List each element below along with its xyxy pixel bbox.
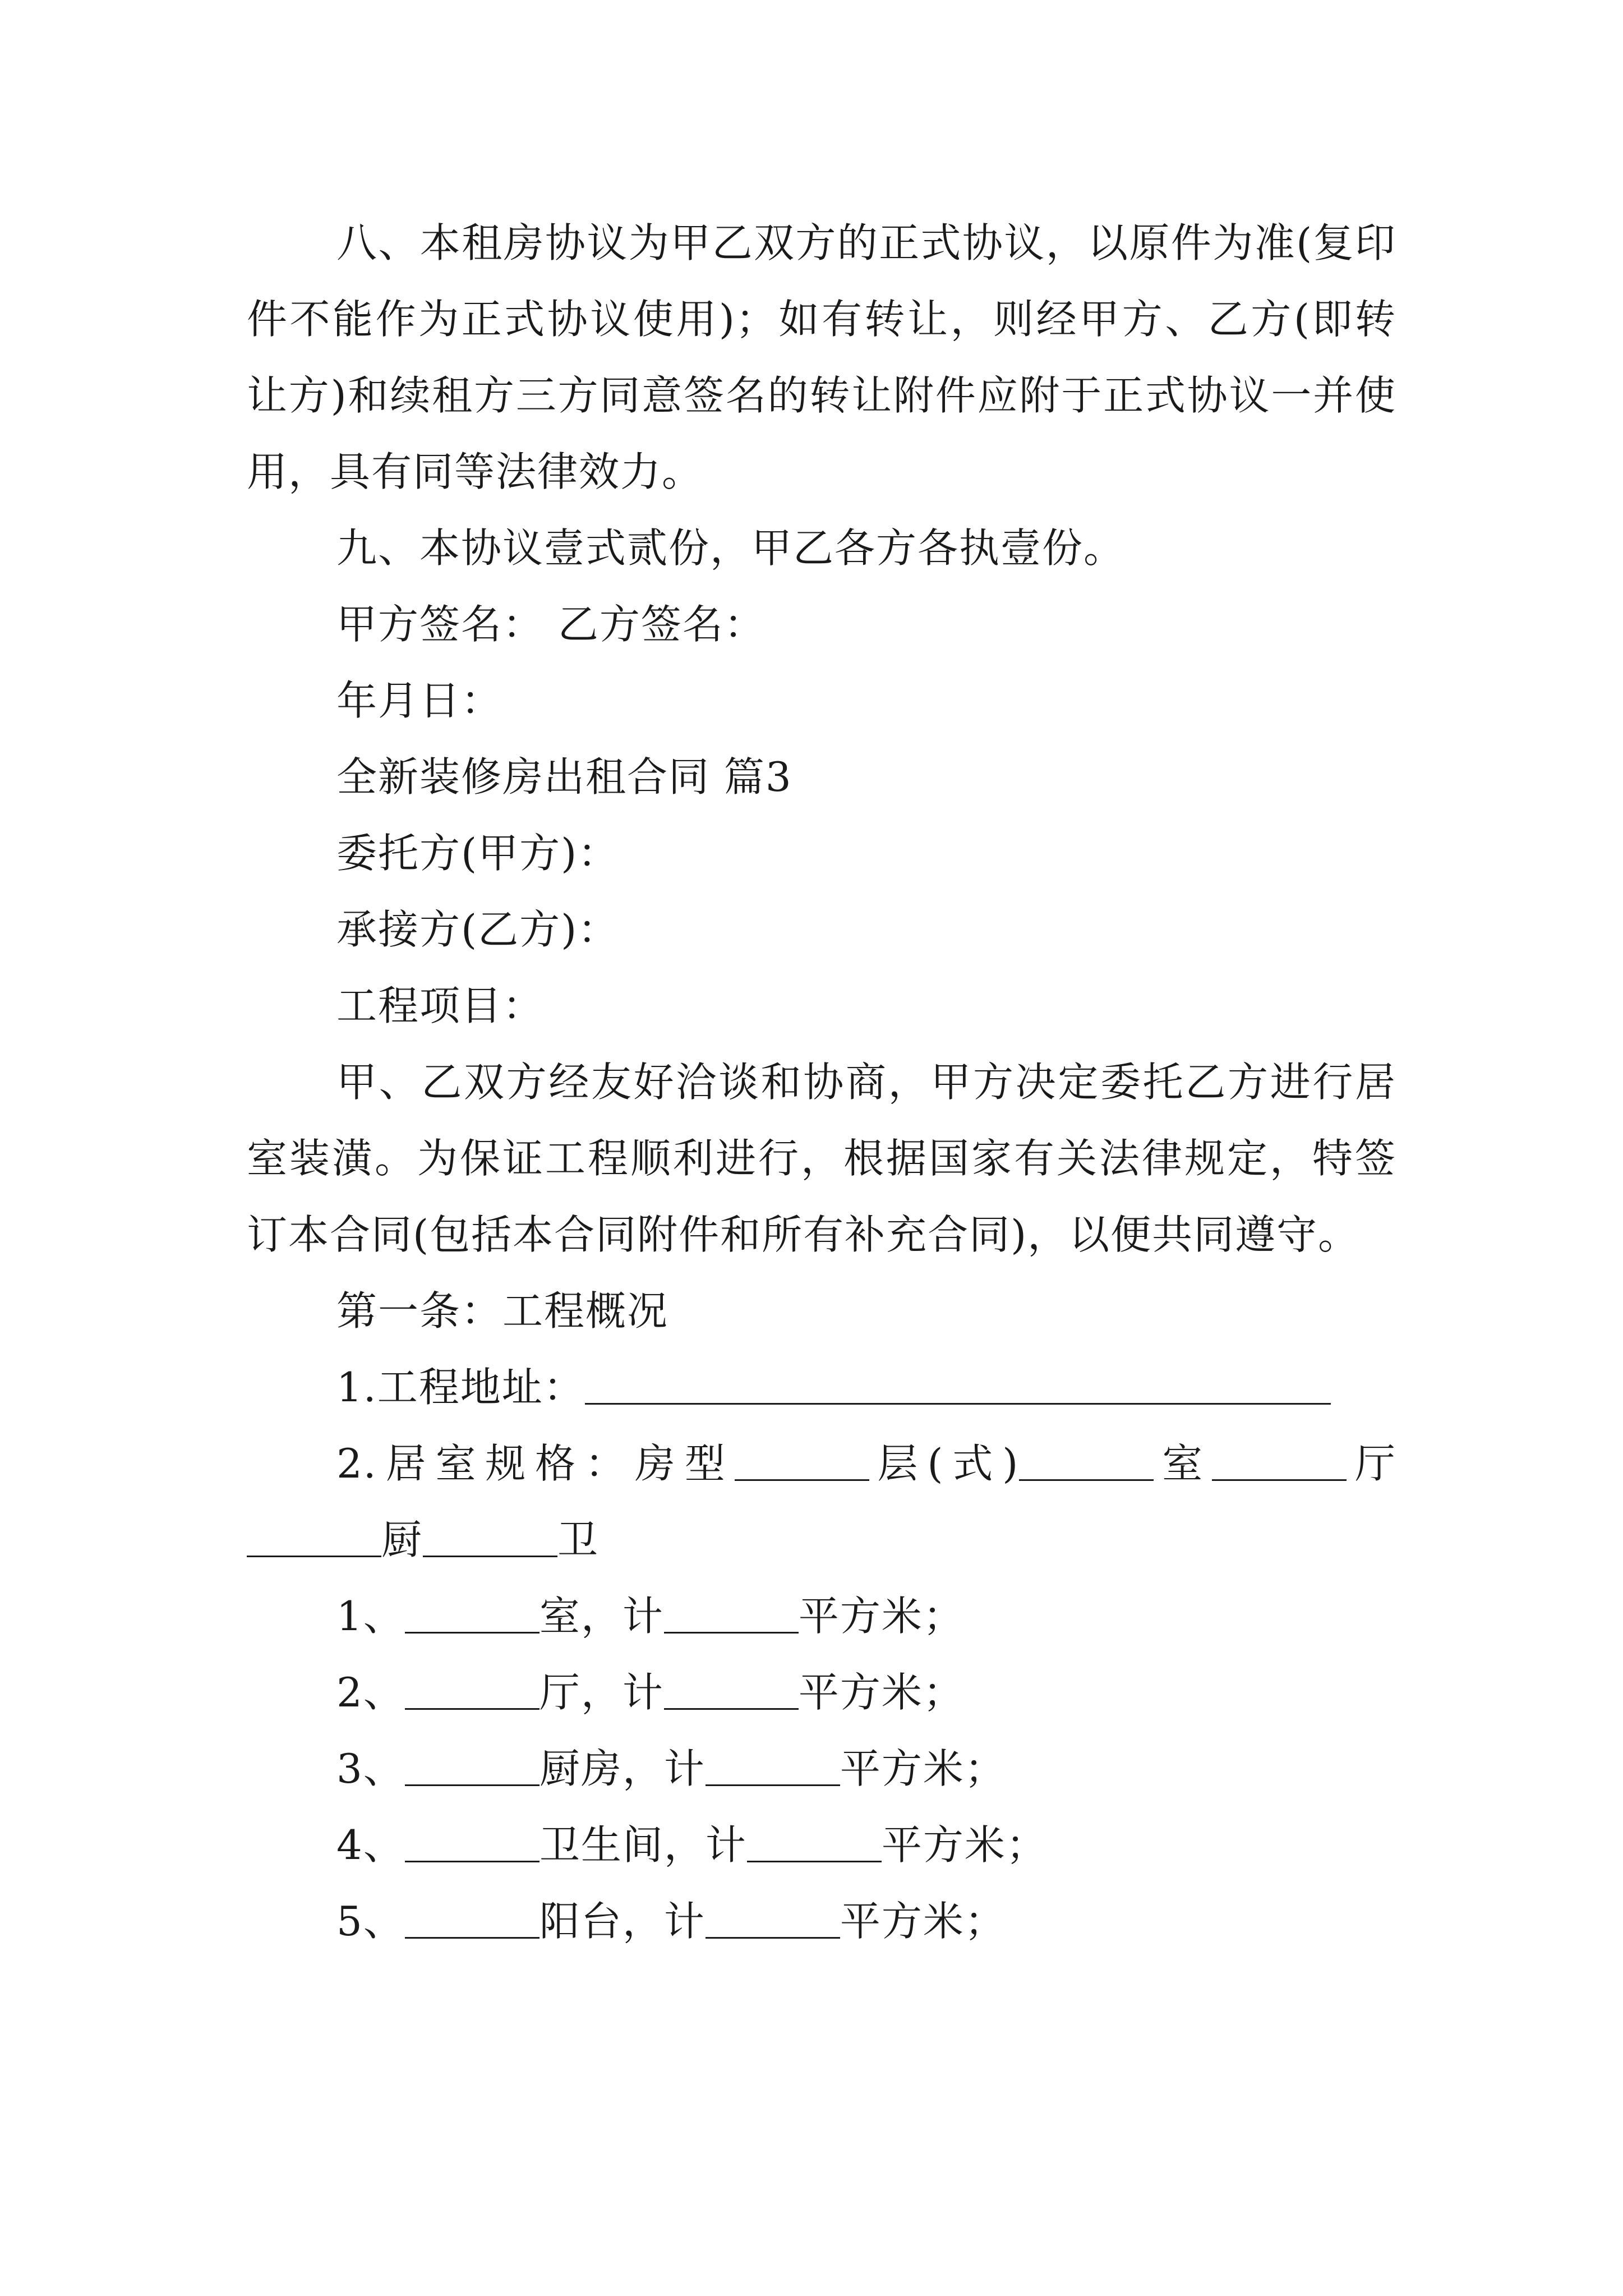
- spec-unit-bath: 卫: [557, 1516, 600, 1563]
- client-line: 委托方(甲方)：: [336, 830, 620, 877]
- room-count-blank[interactable]: [405, 1593, 540, 1634]
- room-name: 卫生间，计: [539, 1821, 747, 1869]
- spec-unit-floor: 层(式): [869, 1440, 1020, 1487]
- clause-8: 八、本租房协议为甲乙双方的正式协议，以原件为准(复印件不能作为正式协议使用)；如有转让，则经甲方、乙方(即转让方)和续租方三方同意签名的转让附件应附于正式协议一并使用，具有同等法律效力。: [247, 219, 1396, 495]
- kitchen-blank[interactable]: [423, 1516, 557, 1557]
- room-area-blank[interactable]: [706, 1745, 840, 1786]
- clause-9: 九、本协议壹式贰份，甲乙各方各执壹份。: [336, 524, 1126, 572]
- party-a-signature-label: 甲方签名：: [336, 601, 545, 648]
- room-number: 5、: [336, 1898, 405, 1945]
- room-area-blank[interactable]: [747, 1821, 882, 1862]
- spec-line: [247, 1425, 1396, 1578]
- address-label: 1.工程地址：: [336, 1364, 585, 1411]
- room-unit: 平方米；: [798, 1593, 965, 1640]
- room-line-4: [247, 1807, 1396, 1883]
- room-name: 厨房，计: [539, 1745, 706, 1792]
- spec-unit-hall: 厅: [1347, 1440, 1396, 1487]
- floor-blank[interactable]: [1019, 1440, 1154, 1481]
- room-name: 阳台，计: [539, 1898, 706, 1945]
- room-line-3: [247, 1731, 1396, 1807]
- room-blank[interactable]: [1212, 1440, 1347, 1481]
- room-unit: 平方米；: [840, 1745, 1006, 1792]
- section-title: 全新装修房出租合同 篇3: [336, 753, 792, 800]
- room-count-blank[interactable]: [405, 1821, 540, 1862]
- room-name: 厅，计: [539, 1669, 664, 1716]
- room-number: 2、: [336, 1669, 405, 1716]
- room-number: 3、: [336, 1745, 405, 1792]
- room-count-blank[interactable]: [405, 1898, 540, 1939]
- room-area-blank[interactable]: [664, 1593, 799, 1634]
- signature-line: [247, 586, 1396, 662]
- room-unit: 平方米；: [798, 1669, 965, 1716]
- hall-blank[interactable]: [247, 1516, 381, 1557]
- spec-label: 2.居室规格：房型: [336, 1440, 735, 1487]
- project-line: 工程项目：: [336, 982, 545, 1029]
- intro-paragraph: 甲、乙双方经友好洽谈和协商，甲方决定委托乙方进行居室装潢。为保证工程顺利进行，根据国家有关法律规定，特签订本合同(包括本合同附件和所有补充合同)，以便共同遵守。: [247, 1059, 1396, 1258]
- document-body: [247, 205, 1396, 1959]
- room-line-1: [247, 1578, 1396, 1654]
- article-1-heading: 第一条：工程概况: [336, 1287, 669, 1335]
- spec-unit-room: 室: [1154, 1440, 1212, 1487]
- room-count-blank[interactable]: [405, 1745, 540, 1786]
- address-line: [247, 1349, 1396, 1425]
- room-count-blank[interactable]: [405, 1669, 540, 1710]
- contractor-line: 承接方(乙方)：: [336, 906, 620, 953]
- spec-unit-kitchen: 厨: [381, 1516, 423, 1563]
- address-blank[interactable]: [585, 1364, 1331, 1405]
- room-area-blank[interactable]: [664, 1669, 799, 1710]
- date-line: 年月日：: [336, 677, 503, 724]
- room-unit: 平方米；: [840, 1898, 1006, 1945]
- house-type-blank[interactable]: [735, 1440, 869, 1481]
- room-number: 4、: [336, 1821, 405, 1869]
- room-line-2: [247, 1654, 1396, 1731]
- room-unit: 平方米；: [881, 1821, 1048, 1869]
- room-area-blank[interactable]: [706, 1898, 840, 1939]
- room-number: 1、: [336, 1593, 405, 1640]
- party-b-signature-label: 乙方签名：: [557, 601, 766, 648]
- room-line-5: [247, 1883, 1396, 1959]
- room-name: 室，计: [539, 1593, 664, 1640]
